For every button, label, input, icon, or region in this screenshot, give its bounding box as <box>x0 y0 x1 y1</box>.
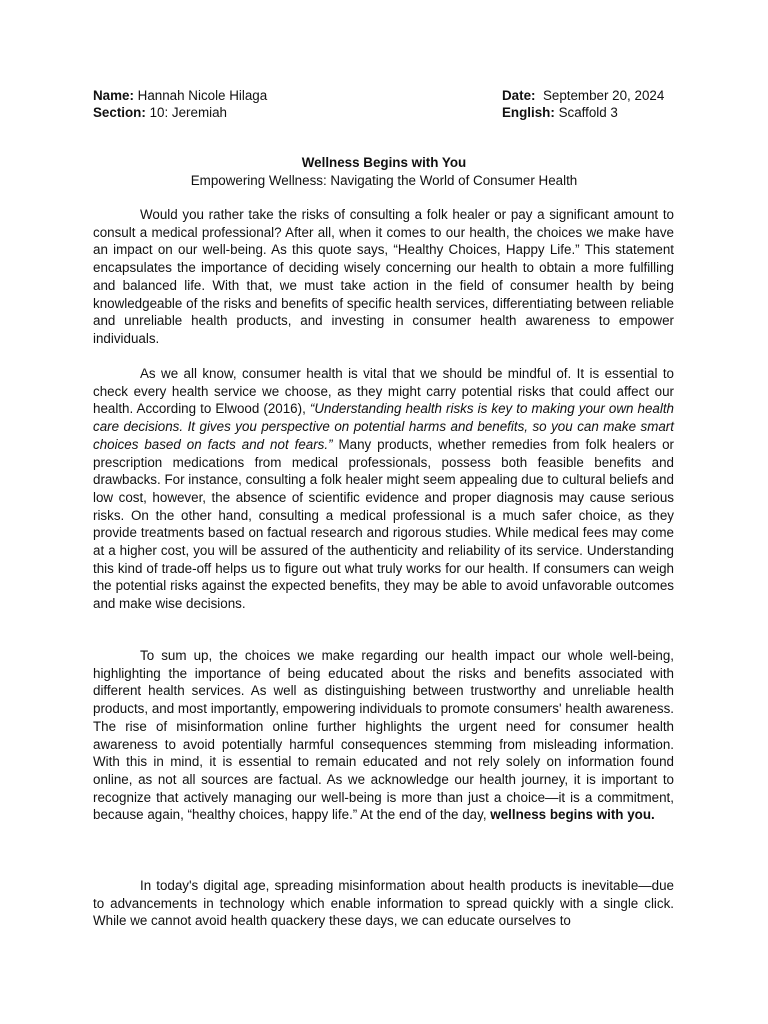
section-value: 10: Jeremiah <box>149 105 227 120</box>
english-line <box>502 104 618 121</box>
paragraph-conclusion-text: To sum up, the choices we make regarding our health impact our whole well-being, highlighting the importance of being educated about the risks and benefits associated with different health services. As well as distinguishing between trustworthy and unreliable health products, and most importantly, empowering individuals to promote consumers' health awareness. The rise of misinformation online further highlights the urgent need for consumer health awareness to avoid potentially harmful consequences stemming from misleading information. With this in mind, it is essential to remain educated and not rely solely on information found online, as not all sources are factual. As we acknowledge our health journey, it is important to recognize that actively managing our well-being is more than just a choice—it is a commitment, because again, “healthy choices, happy life.” At the end of the day, <box>93 648 674 823</box>
elwood-quote: “Understanding health risks is key to making your own health care decisions. It gives you perspective on potential harms and benefits, so you can make smart choices based on facts and not fears.” <box>93 401 674 452</box>
closing-statement: wellness begins with you. <box>490 807 655 823</box>
paragraph-conclusion <box>93 647 674 824</box>
essay-subtitle: Empowering Wellness: Navigating the World of Consumer Health <box>190 173 578 188</box>
english-label: English: <box>502 105 555 120</box>
date-value: September 20, 2024 <box>542 88 665 103</box>
paragraph-body-text-a: As we all know, consumer health is vital that we should be mindful of. It is essential to check every health service we choose, as they might carry potential risks that could affect our health. According to Elwood (2016), <box>93 366 674 417</box>
date-label: Date: <box>502 88 536 103</box>
english-value: Scaffold 3 <box>558 105 618 120</box>
name-label: Name: <box>93 88 134 103</box>
section-label: Section: <box>93 105 146 120</box>
paragraph-next: In today's digital age, spreading misinformation about health products is inevitable—due to advancements in technology which enable information to spread quickly with a single click. While we cannot avoid health quackery these days, we can educate ourselves to <box>93 878 674 929</box>
paragraph-body <box>93 365 674 613</box>
name-line <box>93 87 267 104</box>
essay-title: Wellness Begins with You <box>301 155 467 170</box>
date-line <box>502 87 664 104</box>
paragraph-intro: Would you rather take the risks of consulting a folk healer or pay a significant amount to consult a medical professional? After all, when it comes to our health, the choices we make have an impact on our well-being. As this quote says, “Healthy Choices, Happy Life.” This statement encapsulates the importance of deciding wisely concerning our health to obtain a more fulfilling and balanced life. With that, we must take action in the field of consumer health by being knowledgeable of the risks and benefits of specific health services, differentiating between reliable and unreliable health products, and investing in consumer health awareness to empower individuals. <box>93 207 674 346</box>
paragraph-body-text-b: Many products, whether remedies from folk healers or prescription medications from medical professionals, possess both feasible benefits and drawbacks. For instance, consulting a folk healer might seem appealing due to cultural beliefs and low cost, however, the absence of scientific evidence and proper diagnosis may cause serious risks. On the other hand, consulting a medical professional is a much safer choice, as they provide treatments based on factual research and rigorous studies. While medical fees may come at a higher cost, you will be assured of the authenticity and reliability of its service. Understanding this kind of trade-off helps us to figure out what truly works for our health. If consumers can weigh the potential risks against the expected benefits, they may be able to avoid unfavorable outcomes and make wise decisions. <box>93 436 674 612</box>
name-value: Hannah Nicole Hilaga <box>137 88 268 103</box>
section-line <box>93 104 227 121</box>
